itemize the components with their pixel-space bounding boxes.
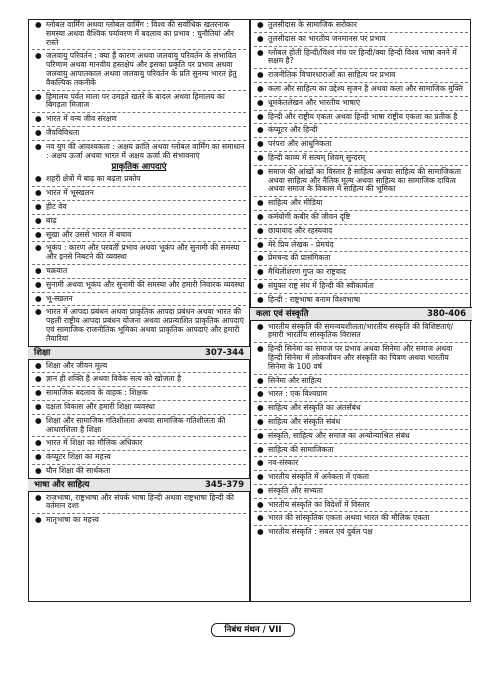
bullet-icon: ●	[35, 229, 42, 239]
list-item-text: संस्कृति और सभ्यता	[268, 485, 323, 495]
list-item-text: कंप्यूटर शिक्षा का महत्त्व	[46, 452, 111, 462]
dashed-divider	[32, 278, 246, 279]
list-item	[254, 213, 468, 222]
dashed-divider	[32, 186, 246, 187]
bullet-icon: ●	[35, 114, 42, 124]
dashed-divider	[32, 386, 246, 387]
list-item	[254, 528, 468, 537]
list-item-text: साहित्य की सामाजिकता	[268, 444, 334, 454]
list-item	[32, 115, 246, 124]
list-item-text: साहित्य और संस्कृति संबंध	[268, 416, 341, 426]
bullet-icon: ●	[257, 344, 264, 354]
list-item	[254, 241, 468, 250]
list-item	[32, 494, 246, 512]
bullet-icon: ●	[35, 91, 42, 101]
dashed-divider	[32, 241, 246, 242]
dashed-divider	[32, 414, 246, 415]
list-item-text: ग्लोबल वार्मिंग अथवा ग्लोबल वार्मिंग : विश्व की सर्वाधिक खतरनाक समस्या अथवा वैश्विक पर्यावरण में बदलाव का प्रभाव : चुनौतियां और रास्ते	[46, 20, 234, 47]
dashed-divider	[254, 525, 468, 526]
bullet-icon: ●	[257, 267, 264, 277]
bullet-icon: ●	[35, 293, 42, 303]
section-page-range: 307-344	[204, 347, 244, 358]
list-item	[32, 189, 246, 198]
list-item-text: हिन्दी : राष्ट्रभाषा बनाम विश्वभाषा	[268, 294, 361, 304]
bullet-icon: ●	[257, 97, 264, 107]
list-item	[32, 375, 246, 384]
dashed-divider	[254, 293, 468, 294]
list-item-text: भारत में भूस्खलन	[46, 188, 94, 198]
list-item	[254, 199, 468, 208]
dashed-divider	[254, 196, 468, 197]
bullet-icon: ●	[257, 152, 264, 162]
list-item-text: सामाजिक बदलाव के वाहक : शिक्षक	[46, 388, 148, 398]
dashed-divider	[32, 126, 246, 127]
list-item	[254, 377, 468, 386]
list-item	[254, 404, 468, 413]
bullet-icon: ●	[35, 201, 42, 211]
bullet-icon: ●	[35, 243, 42, 253]
bullet-icon: ●	[257, 20, 264, 29]
bullet-icon: ●	[35, 401, 42, 411]
dashed-divider	[32, 450, 246, 451]
bullet-icon: ●	[35, 127, 42, 137]
list-item	[254, 390, 468, 399]
dashed-divider	[254, 387, 468, 388]
list-item	[32, 308, 246, 343]
dashed-divider	[254, 511, 468, 512]
bullet-icon: ●	[35, 374, 42, 384]
list-item-text: सूखा और उससे भारत में बचाव	[46, 229, 132, 239]
list-item-text: हिमालय पर्वत माला पर उमड़ते खतरे के बादल अथवा हिमालय का बिगड़ता मिजाज	[46, 91, 225, 110]
list-item-text: साहित्य और संस्कृति का अंतर्संबंध	[268, 403, 361, 413]
list-item	[254, 71, 468, 80]
dashed-divider	[254, 342, 468, 343]
section-header-language-literature	[28, 478, 250, 492]
bullet-icon: ●	[257, 294, 264, 304]
bullet-icon: ●	[35, 452, 42, 462]
dashed-divider	[254, 82, 468, 83]
dashed-divider	[254, 165, 468, 166]
dashed-divider	[254, 443, 468, 444]
bullet-icon: ●	[257, 403, 264, 413]
list-item-text: प्रेमचन्द की प्रासंगिकता	[268, 253, 331, 263]
list-item	[254, 168, 468, 194]
list-item-text: नव युग की आवश्यकता : अक्षय क्रांति अथवा ग्लोबल वार्मिंग का समाधान : अक्षय ऊर्जा अथवा भारत में अक्षय ऊर्जा की संभावनाएं	[46, 141, 245, 160]
bullet-icon: ●	[257, 125, 264, 135]
dashed-divider	[254, 265, 468, 266]
list-item	[254, 268, 468, 277]
section-header-education	[28, 346, 250, 360]
list-item	[254, 49, 468, 67]
list-item-text: कला और साहित्य का उद्देश्य सृजन है अथवा कला और सामाजिक मुक्ति	[268, 83, 463, 93]
dashed-divider	[32, 140, 246, 141]
dashed-divider	[254, 470, 468, 471]
dashed-divider	[254, 210, 468, 211]
list-item	[32, 217, 246, 226]
section-title: शिक्षा	[34, 347, 51, 358]
dashed-divider	[254, 429, 468, 430]
dashed-divider	[254, 123, 468, 124]
list-item	[254, 282, 468, 291]
list-item-text: राजभाषा, राष्ट्रभाषा और संपर्क भाषा हिन्दी अथवा राष्ट्रभाषा हिन्दी की वर्तमान दशा	[46, 492, 234, 511]
bullet-icon: ●	[35, 174, 42, 184]
bullet-icon: ●	[257, 375, 264, 385]
list-item	[32, 143, 246, 161]
bullet-icon: ●	[257, 83, 264, 93]
list-item-text: सिनेमा और साहित्य	[268, 375, 322, 385]
list-item-text: भूकंप : कारण और परवर्ती प्रभाव अथवा भूकंप और सुनामी की समस्या और इनसे निबटने की व्यवस्था	[46, 243, 240, 262]
bullet-icon: ●	[257, 389, 264, 399]
list-item-text: शिक्षा और जीवन मूल्य	[46, 360, 108, 370]
list-item	[254, 323, 468, 341]
bullet-icon: ●	[257, 225, 264, 235]
bullet-icon: ●	[35, 279, 42, 289]
dashed-divider	[32, 292, 246, 293]
list-item-text: बाढ़	[46, 215, 57, 225]
bullet-icon: ●	[35, 360, 42, 370]
list-item	[32, 467, 246, 476]
list-item	[254, 501, 468, 510]
list-item	[254, 487, 468, 496]
topic-list-literature	[254, 21, 468, 305]
list-item	[254, 113, 468, 122]
list-item-text: भारत : एक विश्वग्राम	[268, 389, 327, 399]
list-item-text: भारत में शिक्षा का मौलिक अधिकार	[46, 438, 143, 448]
bullet-icon: ●	[257, 444, 264, 454]
bullet-icon: ●	[257, 499, 264, 509]
dashed-divider	[254, 498, 468, 499]
topic-list-disasters	[32, 175, 246, 343]
dashed-divider	[32, 49, 246, 50]
bullet-icon: ●	[257, 239, 264, 249]
list-item-text: संयुक्त राष्ट्र संघ में हिन्दी की स्वीकार्यता	[268, 280, 374, 290]
list-item	[254, 514, 468, 523]
list-item-text: शिक्षा और सामाजिक गतिशीलता अथवा सामाजिक गतिशीलता की आधारशिला है शिक्षा	[46, 415, 226, 434]
list-item	[254, 345, 468, 371]
list-item	[32, 281, 246, 290]
list-item-text: हिन्दी सिनेमा का समाज पर प्रभाव अथवा सिनेमा और समाज अथवा हिन्दी सिनेमा में लोकजीवन और संस्कृति का चित्रण अथवा भारतीय सिनेमा के 100 वर्ष	[268, 344, 453, 371]
bullet-icon: ●	[257, 198, 264, 208]
list-item-text: कंप्यूटर और हिन्दी	[268, 125, 318, 135]
list-item-text: ज्ञान ही शक्ति है अथवा विवेक सत्य को खोजता है	[46, 374, 182, 384]
list-item	[254, 446, 468, 455]
list-item	[32, 267, 246, 276]
bullet-icon: ●	[35, 492, 42, 502]
list-item	[254, 459, 468, 468]
dashed-divider	[254, 137, 468, 138]
list-item	[32, 516, 246, 525]
list-item-text: साहित्य और मीडिया	[268, 198, 323, 208]
bullet-icon: ●	[35, 51, 42, 61]
list-item-text: भारतीय संस्कृति का विदेशों में विस्तार	[268, 499, 370, 509]
topic-list-environment	[32, 21, 246, 160]
dashed-divider	[32, 228, 246, 229]
list-item	[32, 417, 246, 435]
list-item-text: भारत में वन्य जीव संरक्षण	[46, 114, 117, 124]
list-item	[254, 432, 468, 441]
bullet-icon: ●	[257, 139, 264, 149]
bullet-icon: ●	[35, 188, 42, 198]
dashed-divider	[32, 264, 246, 265]
bullet-icon: ●	[35, 307, 42, 317]
list-item-text: भारतीय संस्कृति में अनेकता में एकता	[268, 472, 369, 482]
list-item	[32, 231, 246, 240]
bullet-icon: ●	[257, 513, 264, 523]
list-item-text: चक्रवात	[46, 265, 68, 275]
dashed-divider	[254, 374, 468, 375]
list-item-text: ग्लोबल होती हिन्दी/विश्व मंच पर हिन्दी/क्या हिन्दी विश्व भाषा बनने में सक्षम है?	[268, 47, 457, 66]
dashed-divider	[32, 305, 246, 306]
list-item-text: परंपरा और आधुनिकता	[268, 139, 332, 149]
bullet-icon: ●	[257, 211, 264, 221]
bullet-icon: ●	[257, 485, 264, 495]
list-item	[254, 473, 468, 482]
bullet-icon: ●	[35, 415, 42, 425]
dashed-divider	[254, 238, 468, 239]
bullet-icon: ●	[257, 166, 264, 176]
list-item-text: शहरी क्षेत्रों में बाढ़ का बढ़ता प्रकोप	[46, 174, 141, 184]
list-item-text: जैवविविधता	[46, 127, 80, 137]
list-item	[254, 99, 468, 108]
dashed-divider	[254, 32, 468, 33]
list-item-text: मेरे प्रिय लेखक - प्रेमचंद	[268, 239, 334, 249]
bullet-icon: ●	[257, 253, 264, 263]
dashed-divider	[32, 436, 246, 437]
bullet-icon: ●	[35, 141, 42, 151]
list-item	[254, 126, 468, 135]
bullet-icon: ●	[257, 527, 264, 537]
list-item-text: हिन्दी काव्य में सत्यम् शिवम् सुन्दरम्	[268, 152, 366, 162]
list-item	[32, 439, 246, 448]
list-item-text: भारत में आपदा प्रबंधन अथवा प्राकृतिक आपदा प्रबंधन अथवा भारत की पहली राष्ट्रीय आपदा प्रबंधन योजना अथवा अप्रत्याशित प्राकृतिक आपदाएं एवं सामाजिक राजनीतिक भूमिका अथवा प्राकृतिक आपदाएं और हमारी तैयारियां	[46, 307, 244, 343]
bullet-icon: ●	[35, 215, 42, 225]
section-title: कला एवं संस्कृति	[256, 308, 309, 319]
list-item-text: भारतीय संस्कृति की समन्वयशीलता/भारतीय संस्कृति की विशिष्टताएं/हमारी भारतीय सांस्कृतिक विरासत	[268, 321, 454, 340]
list-item-text: राजनीतिक विचारधाराओं का साहित्य पर प्रभाव	[268, 70, 396, 80]
bullet-icon: ●	[257, 33, 264, 43]
list-item	[32, 453, 246, 462]
list-item	[32, 129, 246, 138]
dashed-divider	[254, 401, 468, 402]
dashed-divider	[254, 251, 468, 252]
bullet-icon: ●	[257, 472, 264, 482]
list-item-text: सुनामी अथवा भूकंप और सुनामी की समस्या और हमारी निवारक व्यवस्था	[46, 279, 245, 289]
right-column	[254, 21, 468, 538]
list-item-text: समाज की आंखों का विस्तार है साहित्य अथवा साहित्य की सामाजिकता अथवा साहित्य और नैतिक मूल्य अथवा साहित्य का सामाजिक दायित्व अथवा समाज के विकास में साहित्य की भूमिका	[268, 166, 461, 194]
dashed-divider	[254, 46, 468, 47]
dashed-divider	[254, 415, 468, 416]
list-item-text: तुलसीदास के सामाजिक सरोकार	[268, 20, 357, 29]
list-item	[32, 21, 246, 47]
list-item	[254, 296, 468, 305]
bullet-icon: ●	[35, 20, 42, 29]
dashed-divider	[254, 456, 468, 457]
bullet-icon: ●	[257, 111, 264, 121]
list-item	[32, 203, 246, 212]
list-item	[32, 244, 246, 262]
list-item	[254, 418, 468, 427]
dashed-divider	[32, 214, 246, 215]
dashed-divider	[32, 400, 246, 401]
left-column	[32, 21, 246, 526]
list-item-text: संस्कृति, साहित्य और समाज का अन्योन्याश्रित संबंध	[268, 430, 410, 440]
list-item	[32, 295, 246, 304]
bullet-icon: ●	[35, 515, 42, 525]
dashed-divider	[254, 484, 468, 485]
bullet-icon: ●	[257, 70, 264, 80]
section-title: भाषा और साहित्य	[34, 479, 90, 490]
dashed-divider	[32, 372, 246, 373]
list-item-text: हीट वेव	[46, 201, 67, 211]
list-item	[32, 389, 246, 398]
list-item-text: भू-स्खलन	[46, 293, 73, 303]
list-item	[254, 227, 468, 236]
list-item	[32, 52, 246, 87]
dashed-divider	[254, 151, 468, 152]
dashed-divider	[254, 110, 468, 111]
dashed-divider	[32, 464, 246, 465]
dashed-divider	[32, 200, 246, 201]
dashed-divider	[254, 96, 468, 97]
list-item	[254, 85, 468, 94]
bullet-icon: ●	[257, 416, 264, 426]
dashed-divider	[254, 68, 468, 69]
list-item	[254, 21, 468, 30]
list-item	[254, 254, 468, 263]
dashed-divider	[32, 90, 246, 91]
section-page-range: 380-406	[426, 308, 466, 319]
dashed-divider	[254, 279, 468, 280]
dashed-divider	[32, 112, 246, 113]
list-item	[32, 403, 246, 412]
dashed-divider	[32, 513, 246, 514]
section-page-range: 345-379	[204, 479, 244, 490]
list-item-text: जलवायु परिवर्तन : क्या हैं कारण अथवा जलवायु परिवर्तन के संभावित परिणाम अथवा मानवीय हस्तक्षेप और इसका प्रकृति पर प्रभाव अथवा जलवायु आपातकाल अथवा जलवायु परिवर्तन के प्रति सुनम्य भारत हेतु वैकल्पिक तकनीकें	[46, 51, 237, 87]
section-heading-natural-disasters: प्राकृतिक आपदाएं	[111, 162, 167, 173]
topic-list-education	[32, 362, 246, 476]
list-item	[32, 93, 246, 111]
bullet-icon: ●	[35, 438, 42, 448]
bullet-icon: ●	[257, 280, 264, 290]
topic-list-language	[32, 494, 246, 525]
list-item-text: भारतीय संस्कृति : सबल एवं दुर्बल पक्ष	[268, 527, 373, 537]
list-item	[254, 35, 468, 44]
list-item-text: छायावाद और रहस्यवाद	[268, 225, 333, 235]
list-item	[32, 175, 246, 184]
list-item-text: मैथिलीशरण गुप्त का राष्ट्रवाद	[268, 267, 346, 277]
list-item-text: मातृभाषा का महत्त्व	[46, 515, 99, 525]
topic-list-culture	[254, 323, 468, 538]
list-item-text: नव-संस्कार	[268, 458, 299, 468]
list-item-text: हिन्दी और राष्ट्रीय एकता अथवा हिन्दी भाषा राष्ट्रीय एकता का प्रतीक है	[268, 111, 458, 121]
bullet-icon: ●	[257, 47, 264, 57]
list-item	[254, 154, 468, 163]
list-item-text: धूमकेतलेखन और भारतीय भाषाएं	[268, 97, 361, 107]
bullet-icon: ●	[257, 458, 264, 468]
section-header-art-culture	[250, 307, 472, 321]
list-item-text: तुलसीदास का भारतीय जनमानस पर प्रभाव	[268, 33, 386, 43]
bullet-icon: ●	[35, 265, 42, 275]
list-item-text: दक्षता विकास और हमारी शिक्षा व्यवस्था	[46, 401, 155, 411]
list-item-text: यौन शिक्षा की सार्थकता	[46, 465, 111, 475]
dashed-divider	[254, 224, 468, 225]
bullet-icon: ●	[35, 465, 42, 475]
bullet-icon: ●	[257, 430, 264, 440]
list-item	[32, 362, 246, 371]
list-item	[254, 140, 468, 149]
bullet-icon: ●	[257, 321, 264, 331]
bullet-icon: ●	[35, 388, 42, 398]
list-item-text: कर्मयोगी कबीर की जीवन दृष्टि	[268, 211, 351, 221]
list-item-text: भारत की सांस्कृतिक एकता अथवा भारत की मौलिक एकता	[268, 513, 430, 523]
page-footer: निबंध मंथन / VII	[211, 623, 295, 637]
